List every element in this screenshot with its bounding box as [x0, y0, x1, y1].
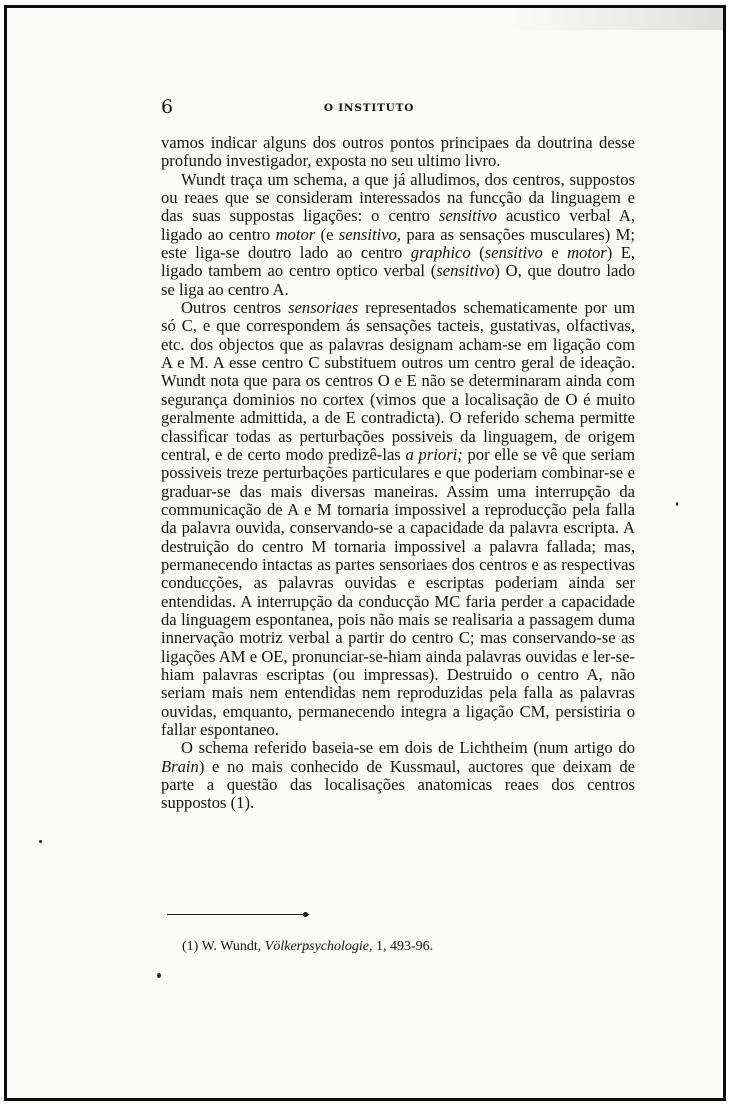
- paragraph-2-text: e: [542, 243, 568, 263]
- paragraph-3-text: representados schematicamente por um só C, e que correspondem ás sensações tacteis, gustativas, olfactivas, etc. dos objectos que as palavras designam acham-se em ligação com A e M. A esse centro C substituem outros um centro geral de ideação. Wundt nota que para os centros O e E não se determinaram ainda com segurança dominios no cortex (vimos que a localisação de O é muito geralmente admittida, a de E contradicta). O referido schema permitte classificar todas as perturbações possiveis da linguagem, de origem central, e de certo modo predizê-las: [161, 298, 635, 464]
- paragraph-2-text: (e: [315, 224, 339, 244]
- paragraph-4-text: O schema referido baseia-se em dois de Lichtheim (num artigo do: [181, 738, 635, 758]
- page-number: 6: [161, 96, 174, 118]
- scan-speck: [157, 973, 161, 978]
- italic-term: sensitivo: [438, 206, 497, 226]
- paragraph-2-text: ) E, ligado tambem ao centro optico verbal (: [161, 243, 635, 281]
- italic-term: sensoriaes: [288, 298, 359, 318]
- paragraph-3-text: Outros centros: [181, 298, 289, 318]
- running-title: O INSTITUTO: [323, 102, 415, 114]
- rule-dot: [303, 912, 308, 917]
- paragraph-2: [161, 171, 635, 299]
- italic-term: graphico: [410, 243, 471, 263]
- footnote-rule: [167, 914, 309, 915]
- body-text: [161, 134, 635, 813]
- paragraph-2-text: (: [470, 243, 485, 263]
- paragraph-3: [161, 299, 635, 739]
- paragraph-2-text: ) O, que doutro lado se liga ao centro A.: [161, 261, 635, 299]
- paragraph-1: [161, 134, 635, 171]
- paragraph-4-text: ) e no mais conhecido de Kussmaul, auctores que deixam de parte a questão das localisações anatomicas reaes dos centros suppostos (1).: [161, 756, 635, 813]
- scan-shading: [503, 8, 723, 30]
- footnote-title: Völkerpsychologie,: [264, 939, 373, 954]
- italic-term: a priori;: [405, 444, 463, 464]
- paragraph-4: [161, 739, 635, 812]
- footnote-author: W. Wundt,: [201, 939, 262, 954]
- book-page: [4, 5, 726, 1101]
- page-header: [7, 96, 723, 120]
- italic-term: sensitivo: [484, 243, 543, 263]
- scan-speck: [39, 840, 42, 843]
- scan-speck: [676, 502, 678, 506]
- paragraph-2-text: acustico verbal A, ligado ao centro: [161, 206, 635, 244]
- italic-term: sensitivo,: [338, 224, 401, 244]
- footnote-marker: (1): [182, 939, 199, 954]
- italic-term: sensitivo: [436, 261, 495, 281]
- italic-term: Brain: [161, 756, 199, 776]
- paragraph-1-text: vamos indicar alguns dos outros pontos principaes da doutrina desse profundo investigador, exposta no seu ultimo livro.: [161, 133, 635, 171]
- paragraph-3-text: por elle se vê que seriam possiveis treze perturbações particulares e que poderiam combinar-se e graduar-se das mais diversas maneiras. Assim uma interrupção da communicação de A e M tornaria impossivel a reproducção pela falla da palavra ouvida, conservando-se a capacidade da palavra escripta. A destruição do centro M tornaria impossivel a palavra fallada; mas, permanecendo intactas as partes sensoriaes dos centros e as respectivas conducções, as palavras ouvidas e escriptas poderiam ainda ser entendidas. A interrupção da conducção MC faria perder a capacidade da linguagem espontanea, pois não mais se realisaria a passagem duma innervação motriz verbal a partir do centro C; mas conservando-se as ligações AM e OE, pronunciar-se-hiam ainda palavras ouvidas e ler-se-hiam palavras escriptas (ou impressas). Destruido o centro A, não seriam mais nem entendidas nem reproduzidas pela falla as palavras ouvidas, emquanto, permanecendo integra a ligação CM, persistiria o fallar espontaneo.: [161, 444, 636, 739]
- footnote: [182, 939, 642, 955]
- italic-term: motor: [567, 243, 607, 263]
- paragraph-2-text: para as sensações musculares) M; este liga-se doutro lado ao centro: [161, 224, 635, 263]
- paragraph-2-text: Wundt traça um schema, a que já alludimos, dos centros, suppostos ou reaes que se consideram interessados na funcção da linguagem e das suas suppostas ligações: o centro: [161, 169, 635, 226]
- italic-term: motor: [275, 224, 316, 244]
- footnote-reference: 1, 493-96.: [375, 939, 434, 954]
